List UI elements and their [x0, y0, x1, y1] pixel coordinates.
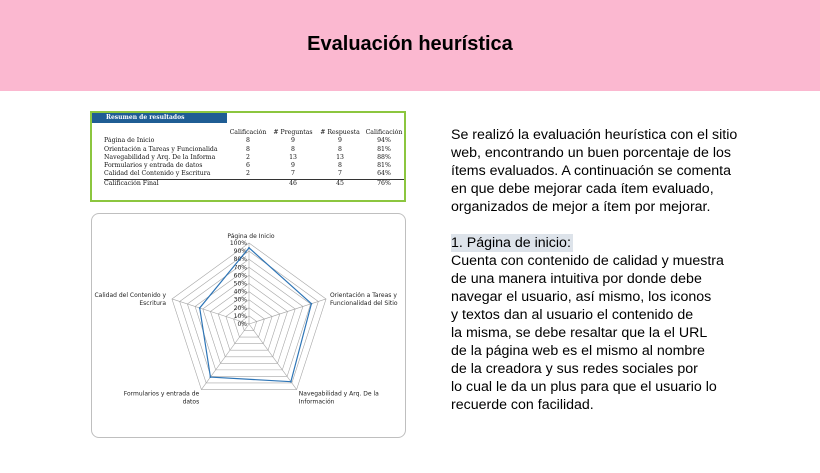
body-line: y textos dan al usuario el contenido de: [451, 307, 694, 323]
radar-axis-label: datos: [182, 398, 200, 406]
table-cell: 8: [338, 145, 342, 153]
table-cell: 9: [338, 137, 342, 145]
body-line: navegar el usuario, así mismo, los iconos: [451, 289, 712, 305]
table-cell: 9: [291, 137, 295, 145]
table-header-cell: Calificación: [365, 129, 403, 136]
table-header-cell: # Preguntas: [273, 129, 313, 136]
table-row: [104, 170, 404, 179]
table-cell: 46: [270, 179, 316, 188]
radar-axis-label: Funcionalidad del Sitio: [329, 299, 398, 307]
radar-chart-panel: [91, 213, 406, 438]
results-table: [104, 129, 404, 188]
table-cell: 6: [246, 162, 250, 170]
radar-data-point: [290, 381, 292, 383]
table-cell: 7: [338, 170, 342, 178]
table-row: [104, 154, 404, 162]
table-cell: Formularios y entrada de datos: [104, 162, 203, 170]
table-header-cell: [104, 129, 226, 137]
table-total-row: [104, 179, 404, 188]
results-table-panel: [90, 111, 406, 202]
table-cell: Calidad del Contenido y Escritura: [104, 170, 211, 178]
radar-tick-label: 80%: [233, 256, 247, 264]
body-line: de una manera intuitiva por donde debe: [451, 271, 702, 287]
table-cell: 13: [289, 153, 297, 161]
table-cell: 81%: [377, 145, 391, 153]
radar-data-point: [310, 303, 312, 305]
radar-data-point: [199, 307, 201, 309]
table-cell: 88%: [377, 153, 391, 161]
radar-tick-label: 100%: [229, 240, 247, 247]
radar-axis-label: Información: [298, 398, 335, 406]
table-row: [104, 146, 404, 154]
body-line: la misma, se debe resaltar que la el URL: [451, 325, 708, 341]
radar-axis-label: Orientación a Tareas y: [329, 291, 397, 299]
radar-tick-label: 10%: [233, 312, 247, 320]
radar-axis-spoke: [249, 299, 326, 324]
intro-line: ítems evaluados. A continuación se comenta: [451, 163, 731, 179]
table-cell: 2: [246, 153, 250, 161]
radar-series-line: [200, 248, 312, 382]
radar-tick-label: 30%: [233, 296, 247, 304]
table-cell: 2: [246, 170, 250, 178]
table-header-row: [104, 129, 404, 137]
table-cell: 81%: [377, 162, 391, 170]
table-cell: 9: [291, 162, 295, 170]
title-banner: [0, 0, 820, 91]
body-line: Cuenta con contenido de calidad y muestra: [451, 253, 724, 269]
body-line: de la creadora y sus redes sociales por: [451, 361, 698, 377]
radar-axis-label: Navegabilidad y Arq. De la: [298, 390, 379, 398]
radar-tick-label: 90%: [233, 248, 247, 256]
table-row: [104, 162, 404, 170]
radar-tick-label: 70%: [233, 264, 247, 272]
radar-tick-label: 20%: [233, 304, 247, 312]
table-cell: [226, 179, 270, 188]
table-cell: 13: [336, 153, 344, 161]
table-cell: 94%: [377, 137, 391, 145]
table-cell: Página de Inicio: [104, 137, 155, 145]
body-line: recuerde con facilidad.: [451, 397, 594, 413]
table-cell: Orientación a Tareas y Funcionalida: [104, 145, 218, 153]
radar-chart: [92, 214, 405, 437]
table-cell: 8: [246, 145, 250, 153]
radar-tick-label: 0%: [237, 321, 247, 328]
table-cell: 8: [291, 145, 295, 153]
intro-line: en que debe mejorar cada ítem evaluado,: [451, 181, 714, 197]
table-cell: 8: [338, 162, 342, 170]
table-cell: 7: [291, 170, 295, 178]
radar-data-point: [248, 247, 250, 249]
radar-axis-label: Formularios y entrada de: [123, 390, 200, 398]
radar-axis-label: Escritura: [139, 299, 167, 307]
table-header-cell: # Respuesta: [320, 129, 360, 136]
radar-axis-label: Página de Inicio: [227, 233, 275, 240]
radar-data-point: [210, 376, 212, 378]
table-cell: 64%: [377, 170, 391, 178]
radar-tick-label: 50%: [233, 280, 247, 288]
section-subheading: 1. Página de inicio:: [451, 235, 571, 251]
intro-line: web, encontrando un buen porcentaje de los: [451, 145, 732, 161]
body-line: de la página web es el mismo al nombre: [451, 343, 705, 359]
table-row: [104, 137, 404, 145]
radar-tick-label: 40%: [233, 288, 247, 296]
intro-line: organizados de mejor a ítem por mejorar.: [451, 199, 711, 215]
table-cell: Navegabilidad y Arq. De la Informa: [104, 153, 216, 161]
page-title: Evaluación heurística: [307, 33, 513, 55]
table-cell: 76%: [364, 179, 404, 188]
table-cell: Calificación Final: [104, 179, 226, 188]
radar-tick-label: 60%: [233, 272, 247, 280]
table-cell: 45: [316, 179, 364, 188]
intro-line: Se realizó la evaluación heurística con el sitio: [451, 127, 738, 143]
radar-axis-label: Calidad del Contenido y: [94, 291, 167, 299]
table-header-cell: Calificación: [229, 129, 267, 136]
results-table-tab: Resumen de resultados: [92, 113, 227, 123]
table-cell: 8: [246, 137, 250, 145]
body-line: lo cual le da un plus para que el usuario lo: [451, 379, 717, 395]
description-text: [451, 126, 811, 414]
